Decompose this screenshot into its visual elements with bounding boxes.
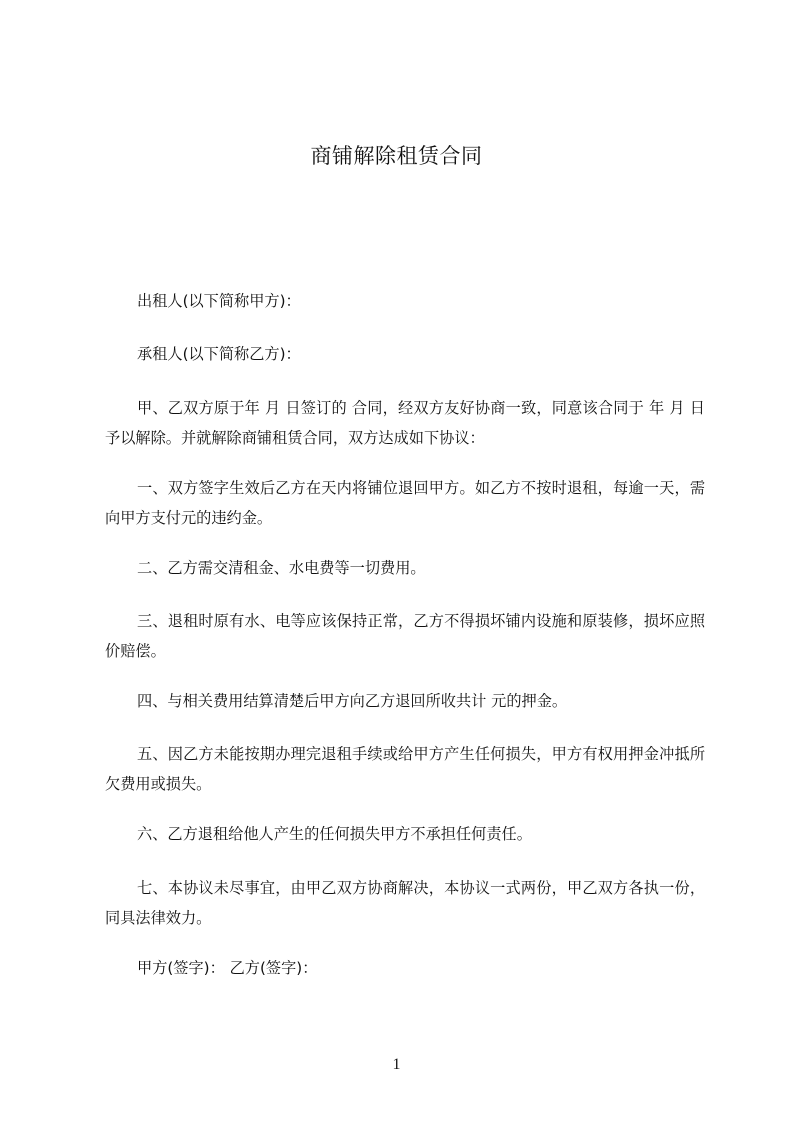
clause-5: 五、因乙方未能按期办理完退租手续或给甲方产生任何损失，甲方有权用押金冲抵所欠费用或损失。 [105, 745, 705, 793]
page-title: 商铺解除租赁合同 [310, 144, 483, 168]
clause-1: 一、双方签字生效后乙方在天内将铺位退回甲方。如乙方不按时退租，每逾一天，需向甲方支付元的违约金。 [105, 479, 705, 527]
clause-2: 二、乙方需交清租金、水电费等一切费用。 [137, 559, 426, 577]
lessee-line: 承租人(以下简称乙方)： [137, 345, 301, 363]
clause-6: 六、乙方退租给他人产生的任何损失甲方不承担任何责任。 [137, 825, 532, 843]
page-number: 1 [392, 1056, 401, 1073]
clause-3: 三、退租时原有水、电等应该保持正常，乙方不得损坏铺内设施和原装修，损坏应照价赔偿。 [105, 612, 705, 660]
signature-line: 甲方(签字)： 乙方(签字)： [137, 959, 318, 977]
lessor-line: 出租人(以下简称甲方)： [137, 292, 301, 310]
clause-4: 四、与相关费用结算清楚后甲方向乙方退回所收共计 元的押金。 [137, 692, 568, 710]
preamble-paragraph: 甲、乙双方原于年 月 日签订的 合同，经双方友好协商一致，同意该合同于 年 月 日予以解除。并就解除商铺租赁合同，双方达成如下协议： [105, 399, 705, 447]
clause-7: 七、本协议未尽事宜，由甲乙双方协商解决，本协议一式两份，甲乙双方各执一份，同具法律效力。 [105, 879, 705, 927]
